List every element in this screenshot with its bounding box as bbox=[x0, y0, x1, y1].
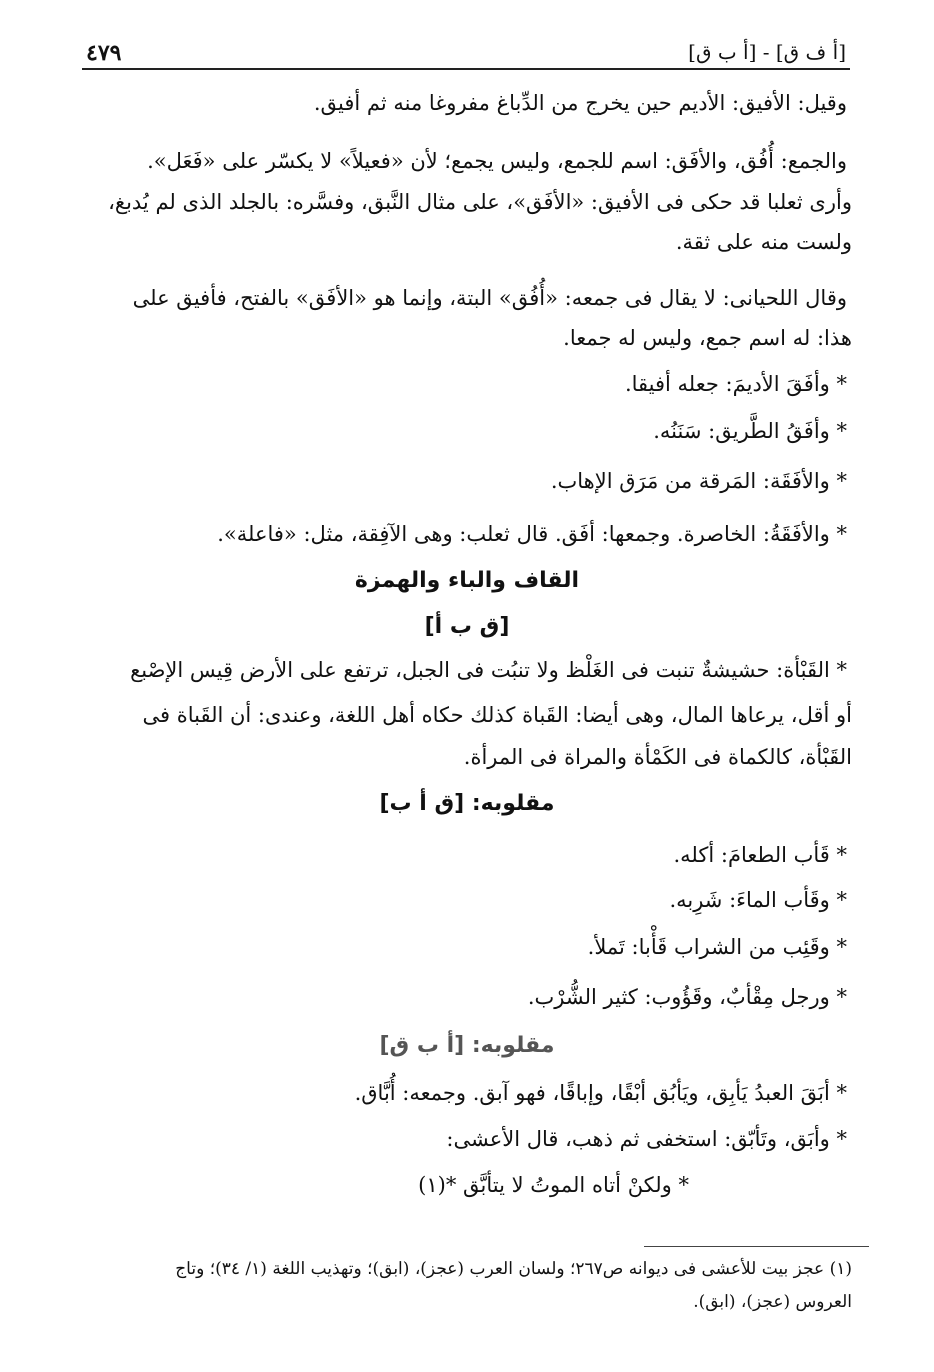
footnote-line: العروس (عجز)، (ابق). bbox=[693, 1292, 852, 1312]
inverse-heading: مقلوبه: [أ ب ق] bbox=[379, 1033, 555, 1058]
body-line: * وقَأب الماءَ: شَرِبه. bbox=[669, 888, 847, 912]
body-line: القَبْأة، كالكماة فى الكَمْأة والمراة فى المرأة. bbox=[463, 745, 852, 769]
body-line: هذا: له اسم جمع، وليس له جمعا. bbox=[563, 326, 852, 350]
footnote-line: (١) عجز بيت للأعشى فى ديوانه ص٢٦٧؛ ولسان العرب (عجز)، (ابق)؛ وتهذيب اللغة (١/ ٣٤)؛ وتاج bbox=[175, 1259, 852, 1279]
page-header bbox=[82, 36, 850, 70]
body-line: ولست منه على ثقة. bbox=[675, 230, 852, 254]
body-line: وقيل: الأفيق: الأديم حين يخرج من الدِّباغ مفروغا منه ثم أفيق. bbox=[313, 91, 847, 115]
verse-line: * ولكنْ أتاه الموتُ لا يتأبَّق *(١) bbox=[418, 1173, 689, 1197]
body-line: * قَأب الطعامَ: أكله. bbox=[673, 843, 847, 867]
body-line: وأرى ثعلبا قد حكى فى الأفيق: «الأفَق»، على مثال النَّبق، وفسَّره: بالجلد الذى لم يُدبغ، bbox=[108, 190, 852, 214]
section-heading: القاف والباء والهمزة bbox=[354, 568, 580, 593]
entry-heading: [ق ب أ] bbox=[424, 614, 510, 639]
body-line: أو أقل، يرعاها المال، وهى أيضا: القَباة كذلك حكاه أهل اللغة، وعندى: أن القَباة فى bbox=[142, 703, 852, 727]
body-line: * أبَقَ العبدُ يَأبِق، ويَأبُق أبْقًا، وإباقًا، فهو آبق. وجمعه: أُبَّاق. bbox=[354, 1081, 847, 1105]
footnote-divider bbox=[644, 1246, 869, 1247]
body-line: * والأفَقَة: المَرقة من مَرَق الإهاب. bbox=[550, 469, 847, 493]
body-line: * القَبْأة: حشيشةٌ تنبت فى الغَلْظ ولا تنبُت فى الجبل، ترتفع على الأرض قِيس الإصْبع bbox=[130, 658, 847, 682]
body-line: * وقَئِب من الشراب قَأْبا: تَملأ. bbox=[587, 935, 847, 959]
body-line: والجمع: أُفُق، والأفَق: اسم للجمع، وليس يجمع؛ لأن «فعيلاً» لا يكسّر على «فَعَل». bbox=[147, 149, 847, 173]
body-line: * وأبَق، وتَأبّق: استخفى ثم ذهب، قال الأعشى: bbox=[446, 1127, 847, 1151]
body-line: * وأفَقَ الأديمَ: جعله أفيقا. bbox=[624, 372, 847, 396]
page-number: ٤٧٩ bbox=[86, 40, 122, 66]
inverse-heading: مقلوبه: [ق أ ب] bbox=[379, 791, 555, 816]
body-line: وقال اللحيانى: لا يقال فى جمعه: «أُفُق» البتة، وإنما هو «الأفَق» بالفتح، فأفيق على bbox=[132, 286, 847, 310]
body-line: * ورجل مِقْأبٌ، وقَؤُوب: كثير الشُّرْب. bbox=[527, 985, 847, 1009]
body-line: * والأفَقَةُ: الخاصرة. وجمعها: أفَق. قال ثعلب: وهى الآفِقة، مثل: «فاعلة». bbox=[217, 522, 847, 546]
body-line: * وأفَقُ الطَّريق: سَنَنُه. bbox=[653, 419, 847, 443]
section-title: [أ ف ق] - [أ ب ق] bbox=[688, 40, 846, 64]
